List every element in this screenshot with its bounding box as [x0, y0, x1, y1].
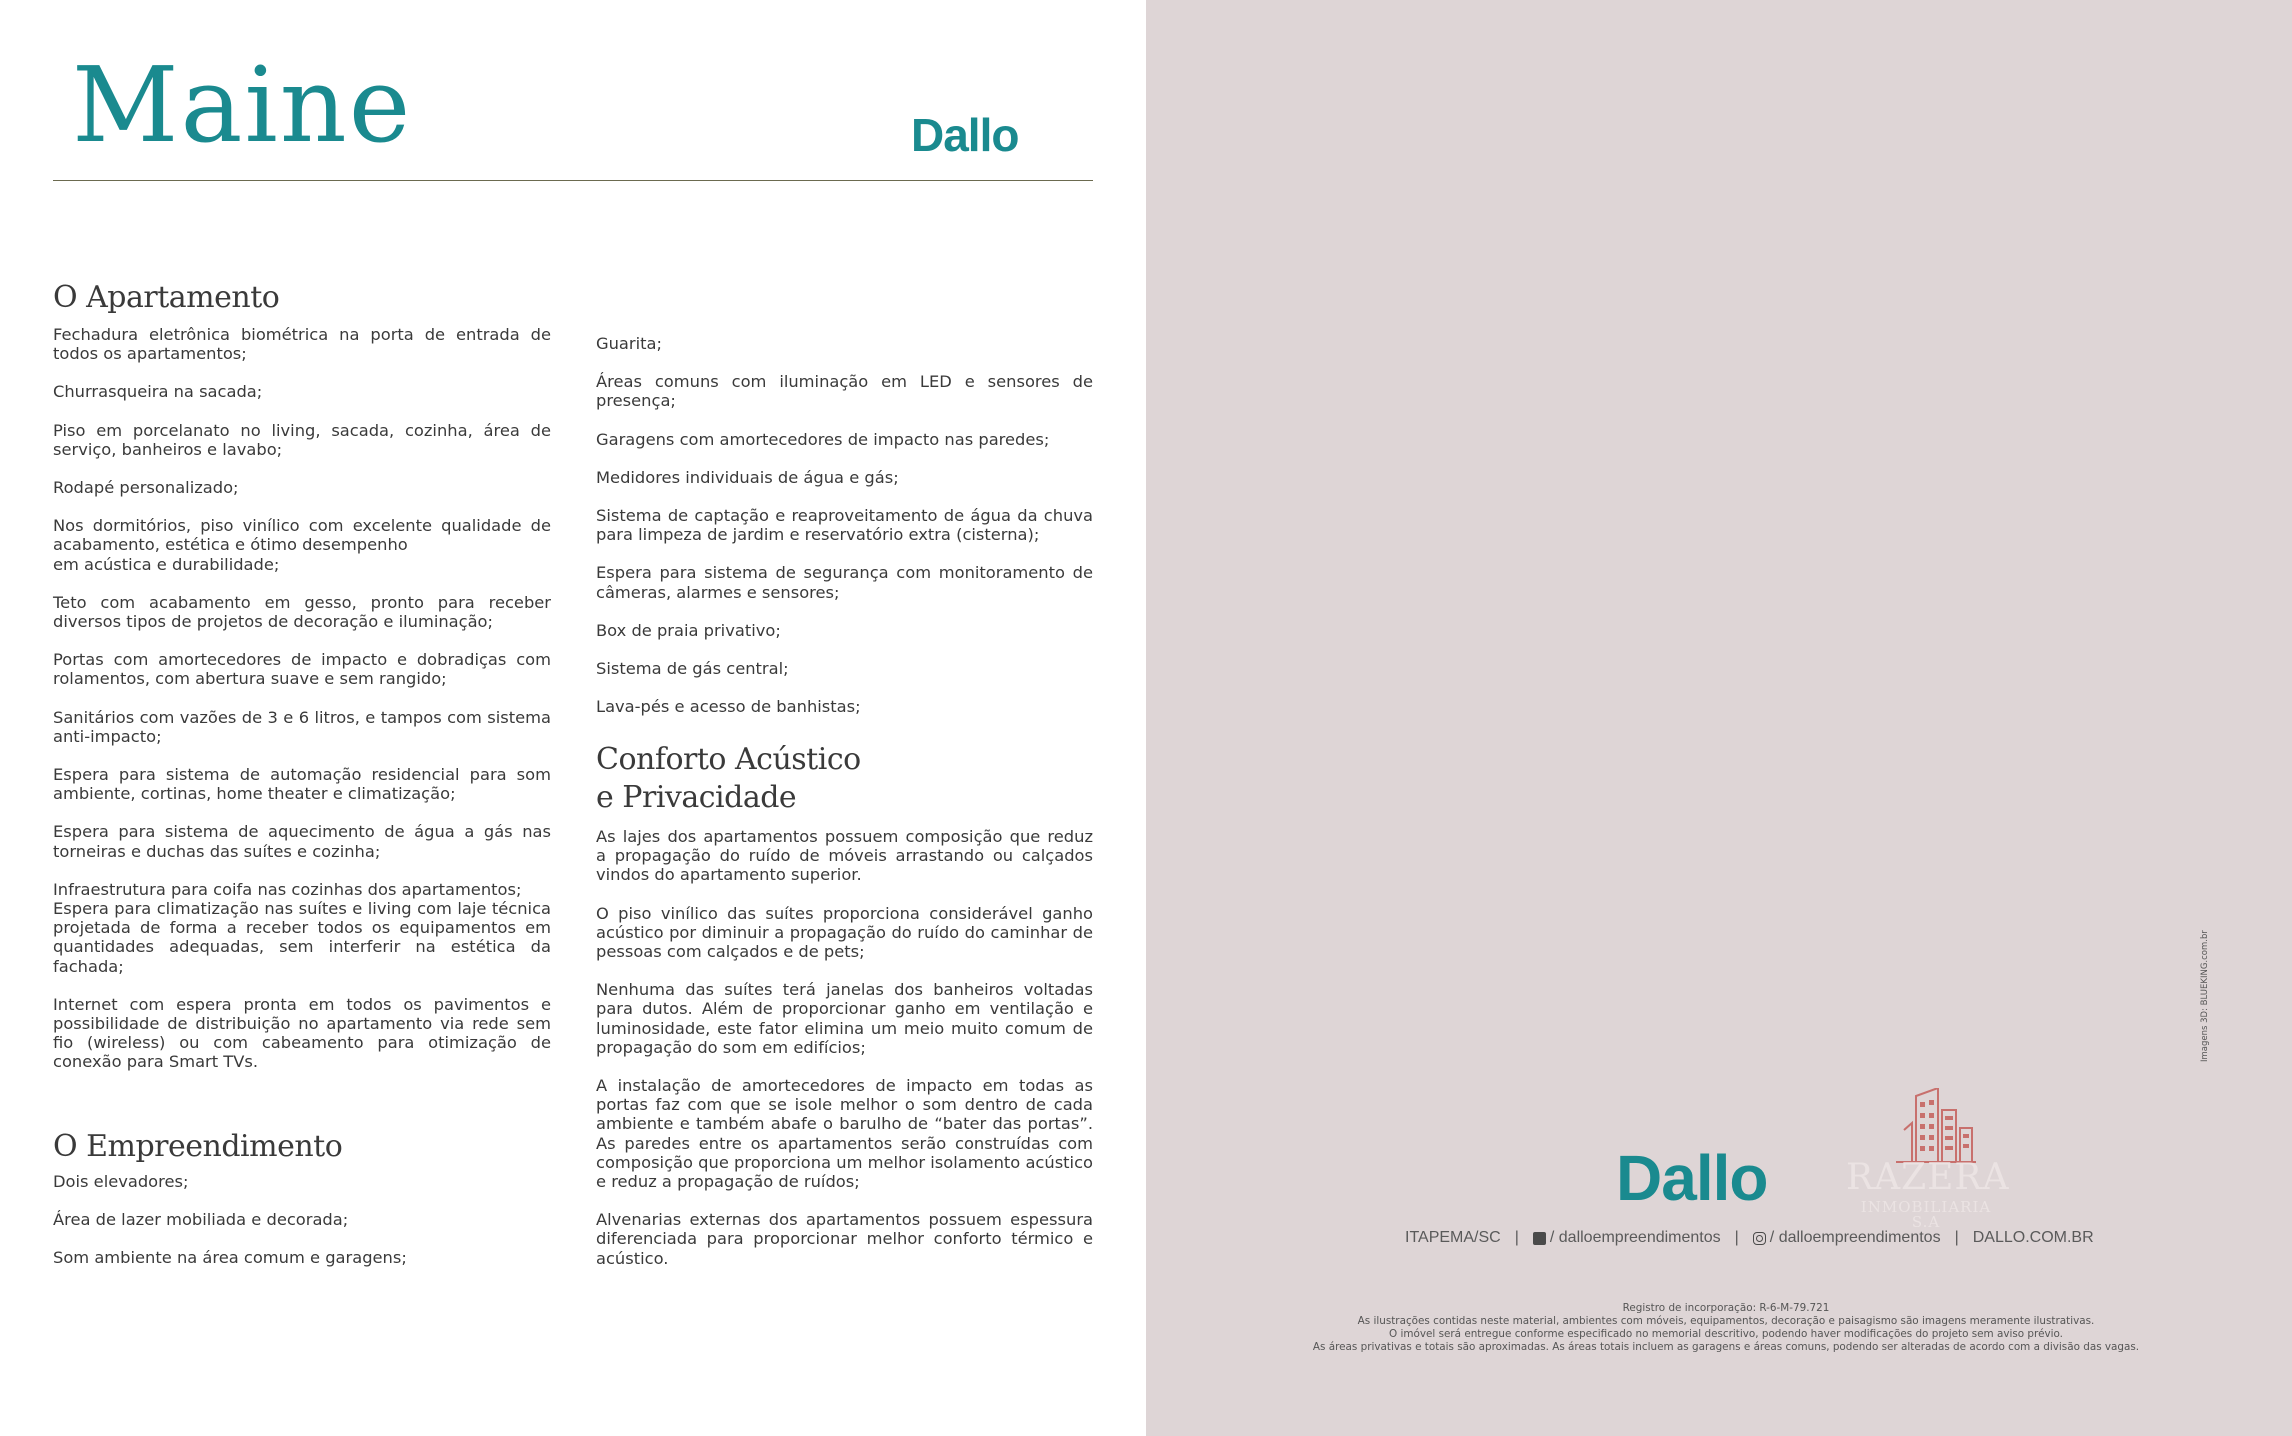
razera-subtitle: INMOBILIARIA S.A — [1860, 1198, 1992, 1231]
section-empreendimento-continued — [596, 334, 1093, 716]
website-link[interactable]: DALLO.COM.BR — [1972, 1229, 2094, 1246]
list-item: Fechadura eletrônica biométrica na porta de entrada de todos os apartamentos; — [53, 325, 551, 364]
right-page — [1146, 0, 2292, 1436]
legal-line: O imóvel será entregue conforme especificado no memorial descritivo, podendo haver modificações do projeto sem aviso prévio. — [1389, 1328, 2063, 1340]
instagram-icon — [1753, 1232, 1766, 1245]
heading-apartamento: O Apartamento — [53, 280, 280, 315]
list-item: O piso vinílico das suítes proporciona considerável ganho acústico por diminuir a propagação do ruído do caminhar de pessoas com calçados e de pets; — [596, 903, 1093, 962]
list-item: Sistema de gás central; — [596, 659, 789, 679]
building-icon — [1886, 1088, 1976, 1163]
section-empreendimento — [53, 1128, 551, 1268]
list-item: Nos dormitórios, piso vinílico com excelente qualidade de acabamento, estética e ótimo desempenho em acústica e durabilidade; — [53, 516, 551, 574]
facebook-icon — [1533, 1232, 1546, 1245]
list-item: Espera para sistema de automação residencial para som ambiente, cortinas, home theater e climatização; — [53, 765, 551, 804]
dallo-footer-logo: Dallo — [1616, 1142, 1768, 1214]
list-item: Box de praia privativo; — [596, 620, 781, 640]
list-item: Espera para sistema de aquecimento de água a gás nas torneiras e duchas das suítes e cozinha; — [53, 822, 551, 861]
registro-text: Registro de incorporação: R-6-M-79.721 — [1622, 1302, 1830, 1314]
list-item: Som ambiente na área comum e garagens; — [53, 1248, 407, 1268]
list-item: Alvenarias externas dos apartamentos possuem espessura diferenciada para proporcionar melhor conforto térmico e acústico. — [596, 1210, 1093, 1268]
location-text: ITAPEMA/SC — [1405, 1229, 1501, 1246]
list-item: Portas com amortecedores de impacto e dobradiças com rolamentos, com abertura suave e sem rangido; — [53, 650, 551, 689]
list-item: Nenhuma das suítes terá janelas dos banheiros voltadas para dutos. Além de proporcionar ganho em ventilação e luminosidade, este fator elimina um meio muito comum de propagação do som em edifícios; — [596, 980, 1093, 1057]
separator: | — [1514, 1229, 1519, 1246]
list-item: Teto com acabamento em gesso, pronto para receber diversos tipos de projetos de decoração e iluminação; — [53, 592, 551, 632]
razera-logo — [1846, 1088, 2010, 1231]
section-conforto — [596, 741, 1093, 1268]
list-item: Espera para sistema de segurança com monitoramento de câmeras, alarmes e sensores; — [596, 563, 1093, 602]
heading-conforto-line2: e Privacidade — [596, 780, 797, 815]
separator: | — [1734, 1229, 1739, 1246]
list-item: Áreas comuns com iluminação em LED e sensores de presença; — [596, 372, 1093, 411]
list-item: As lajes dos apartamentos possuem composição que reduz a propagação do ruído de móveis arrastando ou calçados vindos do apartamento superior. — [596, 827, 1093, 885]
list-item: Dois elevadores; — [53, 1172, 189, 1191]
list-item: Infraestrutura para coifa nas cozinhas dos apartamentos; Espera para climatização nas suítes e living com laje técnica projetada de forma a receber todos os equipamentos em quantidades adequadas, sem interferir na estética da fachada; — [53, 879, 551, 976]
list-item: Sistema de captação e reaproveitamento de água da chuva para limpeza de jardim e reservatório extra (cisterna); — [596, 506, 1093, 545]
list-item: Piso em porcelanato no living, sacada, cozinha, área de serviço, banheiros e lavabo; — [53, 420, 551, 459]
list-item: Internet com espera pronta em todos os pavimentos e possibilidade de distribuição no apartamento via rede sem fio (wireless) ou com cabeamento para otimização de conexão para Smart TVs. — [53, 994, 551, 1072]
legal-line: As ilustrações contidas neste material, ambientes com móveis, equipamentos, decoração e paisagismo são imagens meramente ilustrativas. — [1357, 1315, 2095, 1327]
legal-notice — [1276, 1302, 2176, 1354]
list-item: Garagens com amortecedores de impacto nas paredes; — [596, 429, 1050, 449]
image-credit: Imagens 3D: BLUEKING.com.br — [2200, 930, 2210, 1062]
list-item: Medidores individuais de água e gás; — [596, 467, 899, 487]
contact-bar — [1405, 1228, 2094, 1248]
facebook-link[interactable]: / dalloempreendimentos — [1549, 1229, 1721, 1246]
dallo-logo: Dallo — [911, 109, 1019, 161]
section-apartamento — [53, 279, 551, 1072]
heading-conforto-line1: Conforto Acústico — [596, 742, 861, 777]
list-item: Guarita; — [596, 334, 662, 353]
razera-name: RAZERA — [1846, 1157, 2010, 1198]
header-divider — [53, 180, 1093, 181]
instagram-link[interactable]: / dalloempreendimentos — [1769, 1229, 1941, 1246]
list-item: Churrasqueira na sacada; — [53, 382, 263, 402]
heading-conforto — [596, 741, 1093, 817]
legal-line: As áreas privativas e totais são aproximadas. As áreas totais incluem as garagens e áreas comuns, podendo ser alteradas de acordo com a divisão das vagas. — [1312, 1341, 2140, 1353]
list-item: Sanitários com vazões de 3 e 6 litros, e tampos com sistema anti-impacto; — [53, 707, 551, 746]
project-title: Maine — [72, 44, 413, 166]
list-item: Rodapé personalizado; — [53, 478, 239, 498]
heading-empreendimento: O Empreendimento — [53, 1129, 343, 1164]
list-item: Lava-pés e acesso de banhistas; — [596, 697, 861, 717]
list-item: A instalação de amortecedores de impacto em todas as portas faz com que se isole melhor o som dentro de cada ambiente e também abafe o barulho de “bater das portas”. As paredes entre os apartamentos serão construídas com composição que proporciona um melhor isolamento acústico e reduz a propagação de ruídos; — [596, 1076, 1093, 1192]
list-item: Área de lazer mobiliada e decorada; — [53, 1210, 349, 1230]
separator: | — [1954, 1229, 1959, 1246]
